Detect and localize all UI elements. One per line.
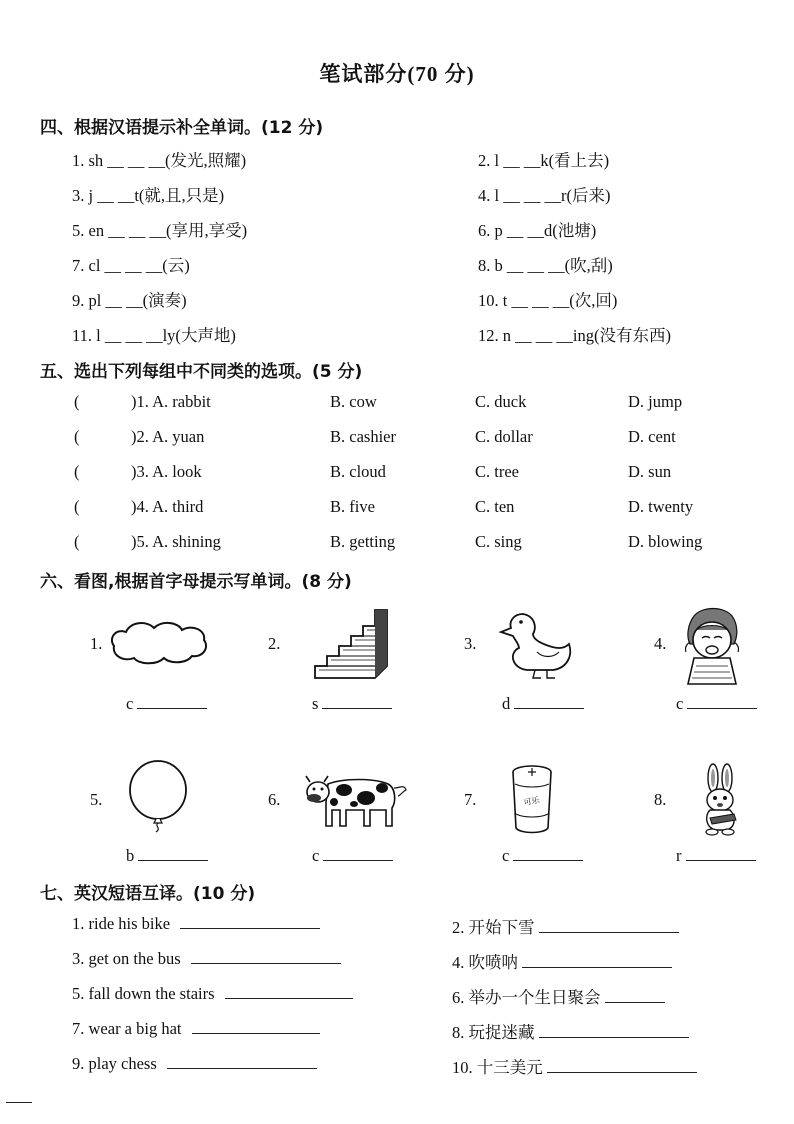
- s4-item-11: 11. l __ __ __ly(大声地): [72, 326, 236, 345]
- s4-item-1: 1. sh __ __ __(发光,照耀): [72, 151, 247, 170]
- pic-2-blank[interactable]: [322, 707, 392, 709]
- pic-7-answer: [502, 846, 583, 866]
- s4-item-5: 5. en __ __ __(享用,享受): [72, 221, 248, 240]
- s5-option-b-5: B. getting: [330, 532, 396, 551]
- s7-item-6-blank[interactable]: [605, 1001, 665, 1003]
- s7-item-4: [452, 949, 672, 973]
- s7-item-7-text: 7. wear a big hat: [72, 1019, 182, 1038]
- s5-option-d-2: D. cent: [628, 427, 676, 446]
- s4-item-10: 10. t __ __ __(次,回): [478, 291, 618, 310]
- s7-item-9: [72, 1054, 317, 1074]
- s5-option-d-1: D. jump: [628, 392, 683, 411]
- s7-item-5-blank[interactable]: [225, 997, 353, 999]
- s5-option-c-4: C. ten: [475, 497, 515, 516]
- pic-5-answer: [126, 846, 208, 866]
- s7-item-6-text: 6. 举办一个生日聚会: [452, 988, 601, 1007]
- pic-1-number: 1.: [90, 634, 103, 653]
- pic-4-letter: c: [676, 694, 684, 713]
- pic-2-number: 2.: [268, 634, 281, 653]
- s7-item-8-blank[interactable]: [539, 1036, 689, 1038]
- s7-item-10-text: 10. 十三美元: [452, 1058, 543, 1077]
- pic-8-letter: r: [676, 846, 682, 865]
- s4-item-7: 7. cl __ __ __(云): [72, 256, 190, 275]
- pic-6-answer: [312, 846, 393, 866]
- rabbit-icon: [696, 764, 746, 836]
- pic-8-answer: [676, 846, 756, 866]
- s4-item-6: 6. p __ __d(池塘): [478, 221, 597, 240]
- s5-option-a-1: )1. A. rabbit: [131, 392, 211, 411]
- s5-bracket-3: (: [74, 462, 80, 481]
- pic-8-number: 8.: [654, 790, 667, 809]
- s7-item-10-blank[interactable]: [547, 1071, 697, 1073]
- pic-5-letter: b: [126, 846, 135, 865]
- s7-item-5: [72, 984, 353, 1004]
- s7-item-8-text: 8. 玩捉迷藏: [452, 1023, 535, 1042]
- pic-3-number: 3.: [464, 634, 477, 653]
- pic-8-blank[interactable]: [686, 859, 756, 861]
- pic-3-blank[interactable]: [514, 707, 584, 709]
- s5-bracket-1: (: [74, 392, 80, 411]
- stairs-icon: [313, 608, 389, 680]
- s7-item-3-blank[interactable]: [191, 962, 341, 964]
- pic-2-letter: s: [312, 694, 319, 713]
- pic-5-number: 5.: [90, 790, 103, 809]
- s4-item-9: 9. pl __ __(演奏): [72, 291, 187, 310]
- s5-option-d-4: D. twenty: [628, 497, 694, 516]
- s7-item-8: [452, 1019, 689, 1043]
- pic-7-number: 7.: [464, 790, 477, 809]
- pic-1-blank[interactable]: [137, 707, 207, 709]
- pic-6-blank[interactable]: [323, 859, 393, 861]
- s7-item-3: [72, 949, 341, 969]
- pic-3-answer: [502, 694, 584, 714]
- s7-item-7: [72, 1019, 320, 1039]
- cola-can-icon: [510, 764, 556, 836]
- s5-option-c-2: C. dollar: [475, 427, 533, 446]
- s5-option-c-3: C. tree: [475, 462, 519, 481]
- cola-can-label: 可乐: [522, 795, 541, 808]
- s5-option-d-3: D. sun: [628, 462, 672, 481]
- s5-bracket-4: (: [74, 497, 80, 516]
- s7-item-3-text: 3. get on the bus: [72, 949, 181, 968]
- s5-option-b-3: B. cloud: [330, 462, 386, 481]
- s5-option-a-5: )5. A. shining: [131, 532, 221, 551]
- s4-item-4: 4. l __ __ __r(后来): [478, 186, 611, 205]
- pic-4-number: 4.: [654, 634, 667, 653]
- s7-item-4-text: 4. 吹喷呐: [452, 953, 518, 972]
- s4-item-3: 3. j __ __t(就,且,只是): [72, 186, 225, 205]
- pic-1-letter: c: [126, 694, 134, 713]
- section-6-heading: 六、看图,根据首字母提示写单词。(8 分): [40, 572, 352, 592]
- s7-item-9-text: 9. play chess: [72, 1054, 157, 1073]
- s5-option-a-3: )3. A. look: [131, 462, 202, 481]
- pic-1-answer: [126, 694, 207, 714]
- s7-item-4-blank[interactable]: [522, 966, 672, 968]
- s5-option-d-5: D. blowing: [628, 532, 703, 551]
- s4-item-12: 12. n __ __ __ing(没有东西): [478, 326, 671, 345]
- s7-item-1-blank[interactable]: [180, 927, 320, 929]
- s4-item-8: 8. b __ __ __(吹,刮): [478, 256, 613, 275]
- cow-icon: [304, 770, 408, 830]
- s5-option-b-2: B. cashier: [330, 427, 396, 446]
- page-title: 笔试部分(70 分): [319, 62, 475, 86]
- pic-2-answer: [312, 694, 392, 714]
- pic-5-blank[interactable]: [138, 859, 208, 861]
- s7-item-7-blank[interactable]: [192, 1032, 320, 1034]
- s5-option-c-5: C. sing: [475, 532, 522, 551]
- s7-item-6: [452, 984, 665, 1008]
- section-4-heading: 四、根据汉语提示补全单词。(12 分): [40, 118, 324, 138]
- s7-item-2-text: 2. 开始下雪: [452, 918, 535, 937]
- balloon-icon: [128, 760, 190, 836]
- s5-option-b-4: B. five: [330, 497, 375, 516]
- s5-bracket-2: (: [74, 427, 80, 446]
- s5-option-a-4: )4. A. third: [131, 497, 204, 516]
- crying-girl-icon: [676, 606, 748, 686]
- duck-icon: [497, 608, 577, 682]
- s7-item-2-blank[interactable]: [539, 931, 679, 933]
- pic-4-blank[interactable]: [687, 707, 757, 709]
- s7-item-2: [452, 914, 679, 938]
- s5-option-a-2: )2. A. yuan: [131, 427, 205, 446]
- pic-7-blank[interactable]: [513, 859, 583, 861]
- s5-option-b-1: B. cow: [330, 392, 377, 411]
- bottom-margin-mark: [6, 1102, 32, 1103]
- section-5-heading: 五、选出下列每组中不同类的选项。(5 分): [40, 362, 363, 382]
- pic-6-number: 6.: [268, 790, 281, 809]
- s7-item-10: [452, 1054, 697, 1078]
- cloud-icon: [106, 618, 212, 666]
- s4-item-2: 2. l __ __k(看上去): [478, 151, 610, 170]
- s7-item-1-text: 1. ride his bike: [72, 914, 171, 933]
- s5-bracket-5: (: [74, 532, 80, 551]
- section-7-heading: 七、英汉短语互译。(10 分): [40, 884, 256, 904]
- pic-6-letter: c: [312, 846, 320, 865]
- pic-4-answer: [676, 694, 757, 714]
- s7-item-9-blank[interactable]: [167, 1067, 317, 1069]
- s7-item-5-text: 5. fall down the stairs: [72, 984, 215, 1003]
- pic-7-letter: c: [502, 846, 510, 865]
- s7-item-1: [72, 914, 320, 934]
- s5-option-c-1: C. duck: [475, 392, 527, 411]
- pic-3-letter: d: [502, 694, 511, 713]
